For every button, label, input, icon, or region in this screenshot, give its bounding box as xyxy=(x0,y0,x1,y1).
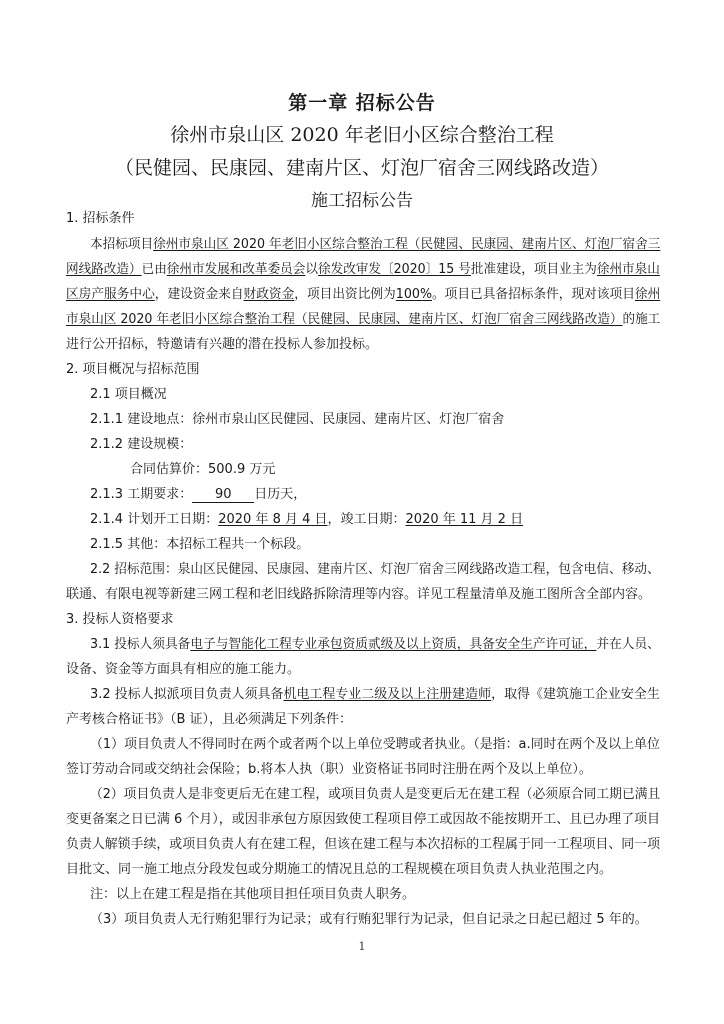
cond-1-line2: 签订劳动合同或交纳社会保险；b.将本人执（职）业资格证书同时注册在两个及以上单位）。 xyxy=(66,762,592,777)
s1-para-line3 xyxy=(66,287,660,303)
text: 2.1.3 工期要求： xyxy=(90,487,193,502)
section-1-heading: 1. 招标条件 xyxy=(66,211,135,226)
text: 并在人员、 xyxy=(596,637,660,652)
cond-2-line2: 变更备案之日已满 6 个月），或因非承包方原因致使工程项目停工或因故不能按期开工、且已办理了项目 xyxy=(66,812,661,827)
project-name-underlined: 网线路改造） xyxy=(66,262,142,277)
owner-name: 区房产服务中心 xyxy=(66,287,155,302)
funding-source: 财政资金 xyxy=(243,287,295,302)
s1-para-line4 xyxy=(66,312,660,328)
start-date: 2020 年 8 月 4 日 xyxy=(218,512,328,527)
text: 以 xyxy=(305,262,319,277)
page-number: 1 xyxy=(358,940,366,953)
s3-2-line1 xyxy=(90,687,660,703)
approval-authority: 徐州市发展和改革委员会 xyxy=(166,262,306,277)
s2-1-5-other: 2.1.5 其他：本招标工程共一个标段。 xyxy=(90,537,310,552)
text: 已由 xyxy=(141,262,167,277)
text: 批准建设，项目业主为 xyxy=(470,262,597,277)
cond-2-line4: 目批文、同一施工地点分段发包或分期施工的情况且总的工程规模在项目负责人执业范围之内。 xyxy=(66,862,613,877)
project-name-underlined: 徐州市泉山区 2020 年老旧小区综合整治工程（民健园、民康园、建南片区、灯泡厂宿舍三 xyxy=(153,237,661,252)
manager-qualification: 机电工程专业二级及以上注册建造师 xyxy=(283,687,492,702)
project-title-line2: （民健园、民康园、建南片区、灯泡厂宿舍三网线路改造） xyxy=(114,157,609,179)
s1-para-line1 xyxy=(90,237,660,253)
project-name-underlined: 徐州 xyxy=(634,287,661,302)
qualification-requirement: 电子与智能化工程专业承包资质贰级及以上资质，具备安全生产许可证， xyxy=(190,637,597,652)
s2-1-3-duration xyxy=(90,487,306,503)
text: 。项目已具备招标条件，现对该项目 xyxy=(432,287,635,302)
note: 注：以上在建工程是指在其他项目担任项目负责人职务。 xyxy=(90,887,416,902)
text: ，项目出资比例为 xyxy=(294,287,396,302)
s2-1-1-location: 2.1.1 建设地点：徐州市泉山区民健园、民康园、建南片区、灯泡厂宿舍 xyxy=(90,412,505,427)
s1-para-line5: 进行公开招标，特邀请有兴趣的潜在投标人参加投标。 xyxy=(66,337,379,352)
owner-name: 徐州市泉山 xyxy=(596,262,660,277)
s1-para-line2 xyxy=(66,262,660,278)
s2-1-overview: 2.1 项目概况 xyxy=(90,387,167,402)
text: 日历天， xyxy=(254,487,307,502)
notice-subtitle: 施工招标公告 xyxy=(311,191,413,211)
cond-1-line1: （1）项目负责人不得同时在两个或者两个以上单位受聘或者执业。（是指：a.同时在两个及以上单位 xyxy=(90,737,660,752)
chapter-title: 第一章 招标公告 xyxy=(288,92,436,114)
text: 本招标项目 xyxy=(90,237,154,252)
cond-2-line3: 负责人解锁手续，或项目负责人有在建工程，但该在建工程与本次招标的工程属于同一工程项目、同一项 xyxy=(66,837,661,852)
section-3-heading: 3. 投标人资格要求 xyxy=(66,612,174,627)
text: 3.1 投标人须具备 xyxy=(90,637,191,652)
s2-2-scope-line1: 2.2 招标范围：泉山区民健园、民康园、建南片区、灯泡厂宿舍三网线路改造工程，包含电信、移动、 xyxy=(90,562,660,577)
text: ，竣工日期： xyxy=(327,512,406,527)
cond-3: （3）项目负责人无行贿犯罪行为记录；或有行贿犯罪行为记录，但自记录之日起已超过 5 年的。 xyxy=(90,912,648,927)
s3-1-line2: 设备、资金等方面具有相应的施工能力。 xyxy=(66,662,301,677)
s2-1-4-dates xyxy=(90,512,523,528)
contract-estimate: 合同估算价：500.9 万元 xyxy=(130,462,276,477)
text: ，取得《建筑施工企业安全生 xyxy=(491,687,660,702)
project-title-line1: 徐州市泉山区 2020 年老旧小区综合整治工程 xyxy=(170,124,554,146)
s2-2-scope-line2: 联通、有限电视等新建三网工程和老旧线路拆除清理等内容。详见工程量清单及施工图所含全部内容。 xyxy=(66,587,652,602)
funding-ratio: 100% xyxy=(395,287,433,302)
text: ，建设资金来自 xyxy=(154,287,244,302)
text: 2.1.4 计划开工日期： xyxy=(90,512,219,527)
completion-date: 2020 年 11 月 2 日 xyxy=(405,512,524,527)
s3-1-line1 xyxy=(90,637,660,653)
s3-2-line2: 产考核合格证书》（B 证），且必须满足下列条件： xyxy=(66,712,353,727)
s2-1-2-scale: 2.1.2 建设规模： xyxy=(90,437,193,452)
project-name-underlined: 市泉山区 2020 年老旧小区综合整治工程（民健园、民康园、建南片区、灯泡厂宿舍三网线路改造） xyxy=(66,312,623,327)
text: 的施工 xyxy=(622,312,661,327)
text: 3.2 投标人拟派项目负责人须具备 xyxy=(90,687,284,702)
cond-2-line1: （2）项目负责人是非变更后无在建工程，或项目负责人是变更后无在建工程（必须原合同工期已满且 xyxy=(90,787,661,802)
approval-number: 徐发改审发〔2020〕15 号 xyxy=(318,262,471,277)
duration-days: 90 xyxy=(192,488,254,503)
section-2-heading: 2. 项目概况与招标范围 xyxy=(66,362,200,377)
